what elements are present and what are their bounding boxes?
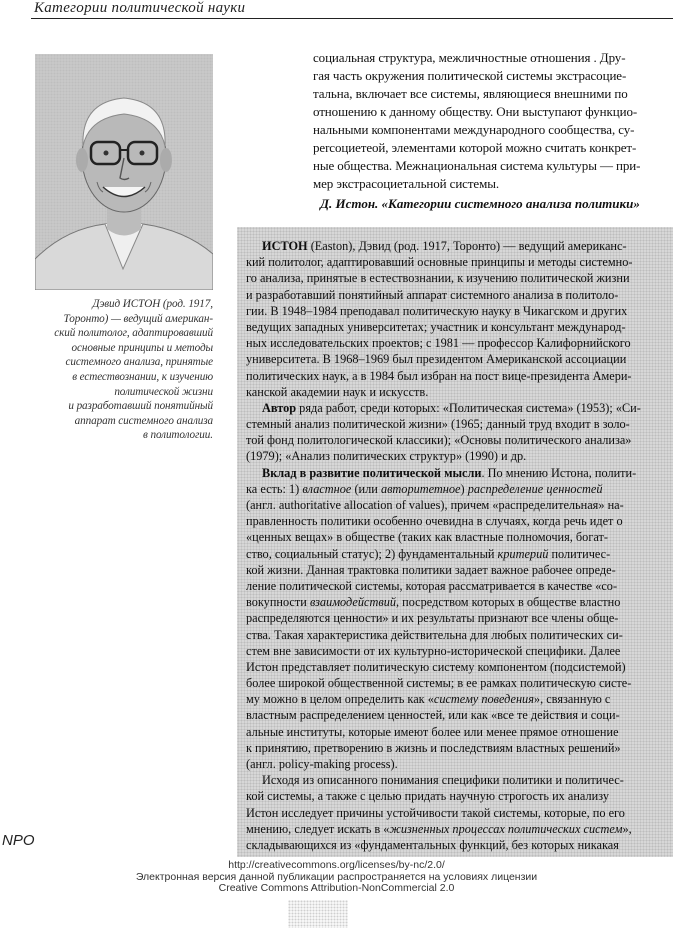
- bio-emph: авторитетное: [380, 481, 461, 496]
- bio-line: и разработавший понятийный аппарат системного анализа в политоло-: [246, 287, 619, 302]
- bio-text: »,: [622, 821, 632, 836]
- quote-block: [313, 49, 647, 193]
- bio-lead: Автор: [262, 400, 297, 415]
- bio-text: политичес-: [548, 546, 611, 561]
- bio-line: политических наук, а в 1984 был избран на пост вице-президента Амери-: [246, 368, 632, 383]
- caption-line: ский политолог, адаптировавший: [54, 327, 213, 340]
- page-number-area: [288, 900, 348, 928]
- bio-line: [246, 238, 665, 254]
- bio-lead: Вклад в развитие политической мысли: [262, 465, 482, 480]
- caption-line: в естествознании, к изучению: [72, 370, 213, 383]
- bio-line: [246, 465, 665, 481]
- running-header: [31, 0, 673, 19]
- bio-emph: критерий: [497, 546, 549, 561]
- portrait-caption: [35, 297, 213, 443]
- bio-line: университета. В 1968–1969 был президентом Американской ассоциации: [246, 352, 627, 367]
- bio-line: ление политической системы, которая рассматривается в качестве «со-: [246, 578, 618, 593]
- bio-line: (англ. policy-making process).: [246, 757, 398, 771]
- bio-line: альные институты, которые имеют более или менее прямое отношение: [246, 724, 619, 739]
- quote-source: Д. Истон. «Категории системного анализа политики»: [320, 196, 640, 211]
- bio-line: ства. Такая характеристика действительна для любых политических си-: [246, 627, 623, 642]
- caption-line: системного анализа, принятые: [65, 356, 213, 369]
- bio-line: кой системы, а также с целью придать научную строгость их анализу: [246, 789, 609, 804]
- bio-line: (1979); «Анализ политических структур» (1990) и др.: [246, 449, 527, 464]
- quote-line: социальная структура, межличностные отношения . Дру-: [313, 50, 626, 65]
- quote-line: ные общества. Межнациональная система культуры — при-: [313, 158, 641, 173]
- bio-emph: властное: [302, 481, 352, 496]
- bio-line: [246, 594, 665, 610]
- bio-line: к принятию, претворению в жизнь и последствиям властных решений»: [246, 740, 621, 755]
- bio-line: стемный анализ политической жизни» (1965; данный труд входит в золо-: [246, 417, 630, 432]
- bio-line: го анализа, принятые в естествознании, к изучению политической жизни: [246, 271, 630, 286]
- bio-line: Истон представляет политическую систему компонентом (подсистемой): [246, 659, 626, 674]
- portrait-illustration: [35, 54, 213, 290]
- bio-text: ка есть: 1): [246, 481, 303, 496]
- caption-line: основные принципы и методы: [71, 341, 213, 354]
- bio-line: стем вне зависимости от их культурно-исторической специфики. Далее: [246, 643, 621, 658]
- caption-line: аппарат системного анализа: [74, 414, 213, 427]
- bio-line: «ценных вещах» в обществе (таких как властные полномочия, богат-: [246, 530, 608, 545]
- quote-line: нальными компонентами международного сообщества, су-: [313, 122, 635, 137]
- publisher-logo: NPO: [2, 832, 35, 849]
- bio-line: гии. В 1948–1984 преподавал политическую науку в Чикагском и других: [246, 303, 628, 318]
- caption-line: и разработавший понятийный: [68, 400, 213, 413]
- quote-line: гая часть окружения политической системы экстрасоциe-: [313, 68, 627, 83]
- bio-text: , посредством которых в обществе властно: [396, 595, 621, 610]
- bio-line: распределяются ценности» и их результаты признают все члены обще-: [246, 611, 619, 626]
- bio-line: (англ. authoritative allocation of values), причем «распределительная» на-: [246, 498, 624, 512]
- quote-line: мер экстрасоциетальной системы.: [313, 176, 500, 191]
- bio-line: той фонд политологической классики); «Основы политического анализа»: [246, 433, 632, 448]
- bio-lead: ИСТОН: [262, 239, 308, 253]
- bio-text: вокупности: [246, 595, 310, 610]
- caption-line: политической жизни: [114, 385, 213, 398]
- bio-text: (Easton), Дэвид (род. 1917, Торонто) — ведущий американс-: [307, 239, 627, 253]
- bio-line: кой жизни. Данная трактовка политики задает важное рабочее опреде-: [246, 562, 616, 577]
- quote-line: perсоциетеой, элементами которой можно считать конкрет-: [313, 140, 637, 155]
- license-line: Электронная версия данной публикации распространяется на условиях лицензии: [135, 870, 538, 883]
- quote-line: отношению к данному обществу. Они выступают функцио-: [313, 104, 638, 119]
- bio-emph: жизненных процессах политических систем: [389, 821, 623, 836]
- caption-line: Торонто) — ведущий американ-: [63, 312, 213, 325]
- license-url[interactable]: http://creativecommons.org/licenses/by-nc/2.0/: [228, 859, 445, 871]
- bio-line: правленность политики особенно очевидна в случаях, когда речь идет о: [246, 514, 623, 529]
- bio-line: [246, 821, 665, 837]
- bio-line: [246, 481, 665, 497]
- quote-line: тальна, включает все системы, являющиеся внешними по: [313, 86, 628, 101]
- bio-line: складывающихся из «фундаментальных функций, без которых никакая: [246, 837, 619, 852]
- bio-line: властным распределением ценностей, или как «все те действия и соци-: [246, 708, 620, 723]
- portrait-photo: [35, 54, 213, 290]
- bio-line: [246, 691, 665, 707]
- bio-line: ных исследовательских проектов; с 1981 — профессор Калифорнийского: [246, 336, 631, 351]
- license-footer: [0, 860, 673, 895]
- bio-text: ряда работ, среди которых: «Политическая система» (1953); «Си-: [296, 400, 641, 415]
- bio-line: Истон исследует причины устойчивости такой системы, которые, по его: [246, 805, 625, 820]
- bio-line: канской академии наук и искусств.: [246, 384, 429, 399]
- bio-line: кий политолог, адаптировавший основные принципы и методы системно-: [246, 255, 633, 270]
- bio-emph: систему поведения: [433, 692, 534, 707]
- bio-text: му можно в целом определить как «: [246, 692, 434, 707]
- bio-emph: распределение ценностей: [467, 481, 603, 496]
- bio-emph: взаимодействий: [309, 595, 396, 610]
- bio-text: . По мнению Истона, полити-: [481, 465, 637, 480]
- bio-text: ): [460, 481, 468, 496]
- header-title: Категории политической науки: [34, 0, 246, 16]
- bio-line: ведущих западных университетах; участник и консультант международ-: [246, 319, 626, 334]
- bio-line: более широкой общественной системы; в ее рамках политическую систе-: [246, 676, 632, 691]
- bio-text: », связанную с: [533, 692, 611, 707]
- caption-line: в политологии.: [143, 429, 213, 442]
- bio-line: [246, 546, 665, 562]
- license-line: Creative Commons Attribution-NonCommercial 2.0: [218, 882, 455, 894]
- caption-line: Дэвид ИСТОН (род. 1917,: [92, 298, 213, 310]
- biography-text: [246, 238, 665, 853]
- bio-text: мнению, следует искать в «: [246, 821, 390, 836]
- bio-line: Исходя из описанного понимания специфики политики и политичес-: [262, 773, 624, 788]
- bio-line: [246, 400, 665, 416]
- bio-text: ство, социальный статус); 2) фундаментальный: [246, 546, 498, 561]
- bio-text: (или: [351, 481, 381, 496]
